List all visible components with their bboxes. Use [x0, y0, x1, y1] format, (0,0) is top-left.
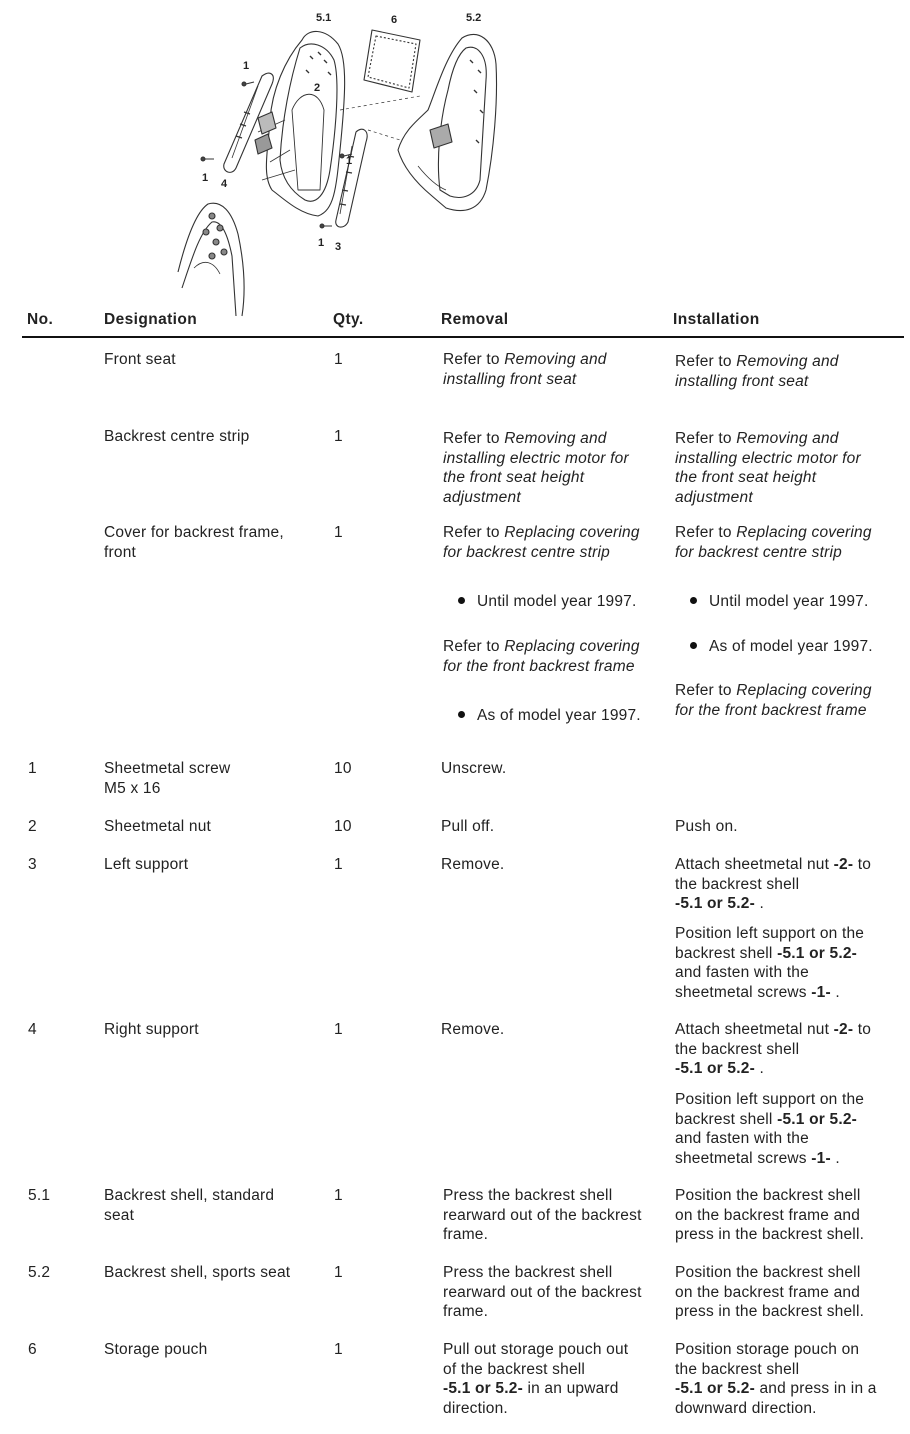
- centre-strip-qty: 1: [334, 428, 343, 445]
- reference-link[interactable]: for the front backrest frame: [443, 657, 635, 675]
- row-2-designation: Sheetmetal nut: [104, 818, 212, 835]
- callout-1-a: 1: [243, 60, 250, 72]
- row-3-no: 3: [28, 856, 37, 873]
- row-6-removal: Pull out storage pouch out of the backrest shell -5.1 or 5.2- in an upward direction.: [443, 1341, 629, 1417]
- front-seat-qty: 1: [334, 351, 343, 368]
- row-6-qty: 1: [334, 1341, 343, 1358]
- cover-install-ref-2: [675, 681, 872, 720]
- cover-removal-ref-2: [443, 637, 640, 676]
- row-2-installation: Push on.: [675, 818, 738, 835]
- backrest-frame-drawing: [255, 31, 345, 216]
- cover-install-as-of: As of model year 1997.: [690, 637, 873, 657]
- reference-link[interactable]: installing front seat: [443, 370, 577, 388]
- row-5-2-removal: Press the backrest shell rearward out of the backrest frame.: [443, 1264, 642, 1320]
- callout-5-1: 5.1: [316, 12, 332, 24]
- reference-link[interactable]: Removing and: [504, 430, 607, 447]
- row-3-designation: Left support: [104, 856, 189, 873]
- reference-link[interactable]: Replacing covering: [736, 682, 872, 699]
- row-4-qty: 1: [334, 1021, 343, 1038]
- front-seat-installation: [675, 352, 839, 391]
- cover-removal-as-of: As of model year 1997.: [458, 706, 641, 726]
- row-5-2-installation: Position the backrest shell on the backrest frame and press in the backrest shell.: [675, 1264, 865, 1320]
- row-4-install-attach: Attach sheetmetal nut -2- to the backrest shell -5.1 or 5.2- .: [675, 1021, 872, 1077]
- refer-to-text: Refer to: [675, 353, 732, 370]
- row-6-installation: Position storage pouch on the backrest shell -5.1 or 5.2- and press in in a downward direction.: [675, 1341, 877, 1417]
- reference-link[interactable]: installing electric motor for: [443, 449, 629, 467]
- callout-1-b: 1: [346, 155, 353, 167]
- refer-to-text: Refer to: [675, 430, 732, 447]
- row-1-qty: 10: [334, 760, 352, 777]
- row-4-no: 4: [28, 1021, 37, 1038]
- exploded-diagram: [0, 0, 910, 318]
- row-5-1-installation: Position the backrest shell on the backrest frame and press in the backrest shell.: [675, 1187, 865, 1243]
- centre-strip-removal: [443, 429, 629, 507]
- header-installation: Installation: [673, 311, 760, 328]
- callout-1-c: 1: [202, 172, 209, 184]
- cover-designation: Cover for backrest frame, front: [104, 524, 284, 561]
- row-5-2-qty: 1: [334, 1264, 343, 1281]
- row-2-removal: Pull off.: [441, 818, 495, 835]
- row-1-no: 1: [28, 760, 37, 777]
- refer-to-text: Refer to: [443, 638, 500, 655]
- row-6-no: 6: [28, 1341, 37, 1358]
- header-designation: Designation: [104, 311, 198, 328]
- reference-link[interactable]: Replacing covering: [504, 638, 640, 655]
- reference-link[interactable]: Removing and: [736, 353, 839, 370]
- seat-corner-drawing: [178, 203, 244, 316]
- row-5-2-no: 5.2: [28, 1264, 51, 1281]
- row-5-1-removal: Press the backrest shell rearward out of the backrest frame.: [443, 1187, 642, 1243]
- row-1-designation: Sheetmetal screw M5 x 16: [104, 760, 231, 797]
- reference-link[interactable]: the front seat height: [443, 469, 585, 486]
- row-6-designation: Storage pouch: [104, 1341, 208, 1358]
- centre-strip-installation: [675, 429, 861, 507]
- row-3-removal: Remove.: [441, 856, 505, 873]
- row-2-qty: 10: [334, 818, 352, 835]
- row-3-qty: 1: [334, 856, 343, 873]
- header-removal: Removal: [441, 311, 509, 328]
- row-4-removal: Remove.: [441, 1021, 505, 1038]
- refer-to-text: Refer to: [675, 682, 732, 699]
- cover-install-ref-1: [675, 523, 872, 562]
- header-rule: [22, 336, 904, 338]
- row-4-designation: Right support: [104, 1021, 199, 1038]
- row-5-1-no: 5.1: [28, 1187, 51, 1204]
- row-4-install-position: Position left support on the backrest shell -5.1 or 5.2- and fasten with the sheetmetal screws -1- .: [675, 1091, 865, 1167]
- reference-link[interactable]: the front seat height: [675, 469, 817, 486]
- storage-pouch-drawing: [364, 30, 420, 92]
- callout-3: 3: [335, 241, 342, 253]
- reference-link[interactable]: adjustment: [675, 488, 753, 506]
- callout-2: 2: [314, 82, 321, 94]
- refer-to-text: Refer to: [443, 430, 500, 447]
- reference-link[interactable]: Replacing covering: [736, 524, 872, 541]
- bullet-icon: [458, 711, 465, 718]
- reference-link[interactable]: installing front seat: [675, 372, 809, 390]
- row-5-2-designation: Backrest shell, sports seat: [104, 1264, 291, 1281]
- callout-5-2: 5.2: [466, 12, 482, 24]
- row-3-install-position: Position left support on the backrest shell -5.1 or 5.2- and fasten with the sheetmetal screws -1- .: [675, 925, 865, 1001]
- bullet-icon: [690, 642, 697, 649]
- header-no: No.: [27, 311, 54, 328]
- reference-link[interactable]: Removing and: [504, 351, 607, 368]
- row-2-no: 2: [28, 818, 37, 835]
- reference-link[interactable]: for backrest centre strip: [675, 543, 842, 561]
- front-seat-removal: [443, 350, 607, 389]
- front-seat-designation: Front seat: [104, 351, 176, 368]
- refer-to-text: Refer to: [675, 524, 732, 541]
- cover-removal-until: Until model year 1997.: [458, 592, 636, 612]
- reference-link[interactable]: for the front backrest frame: [675, 701, 867, 719]
- cover-install-until: Until model year 1997.: [690, 592, 868, 612]
- refer-to-text: Refer to: [443, 351, 500, 368]
- bullet-icon: [458, 597, 465, 604]
- row-1-removal: Unscrew.: [441, 760, 507, 777]
- row-5-1-qty: 1: [334, 1187, 343, 1204]
- reference-link[interactable]: Removing and: [736, 430, 839, 447]
- centre-strip-designation: Backrest centre strip: [104, 428, 250, 445]
- callout-4: 4: [221, 178, 228, 190]
- callout-6: 6: [391, 14, 398, 26]
- callout-1-d: 1: [318, 237, 325, 249]
- reference-link[interactable]: adjustment: [443, 488, 521, 506]
- header-qty: Qty.: [333, 311, 364, 328]
- reference-link[interactable]: installing electric motor for: [675, 449, 861, 467]
- cover-removal-ref-1: [443, 523, 640, 562]
- row-3-install-attach: Attach sheetmetal nut -2- to the backrest shell -5.1 or 5.2- .: [675, 856, 872, 912]
- refer-to-text: Refer to: [443, 524, 500, 541]
- reference-link[interactable]: Replacing covering: [504, 524, 640, 541]
- bullet-icon: [690, 597, 697, 604]
- cover-qty: 1: [334, 524, 343, 541]
- row-5-1-designation: Backrest shell, standard seat: [104, 1187, 275, 1224]
- reference-link[interactable]: for backrest centre strip: [443, 543, 610, 561]
